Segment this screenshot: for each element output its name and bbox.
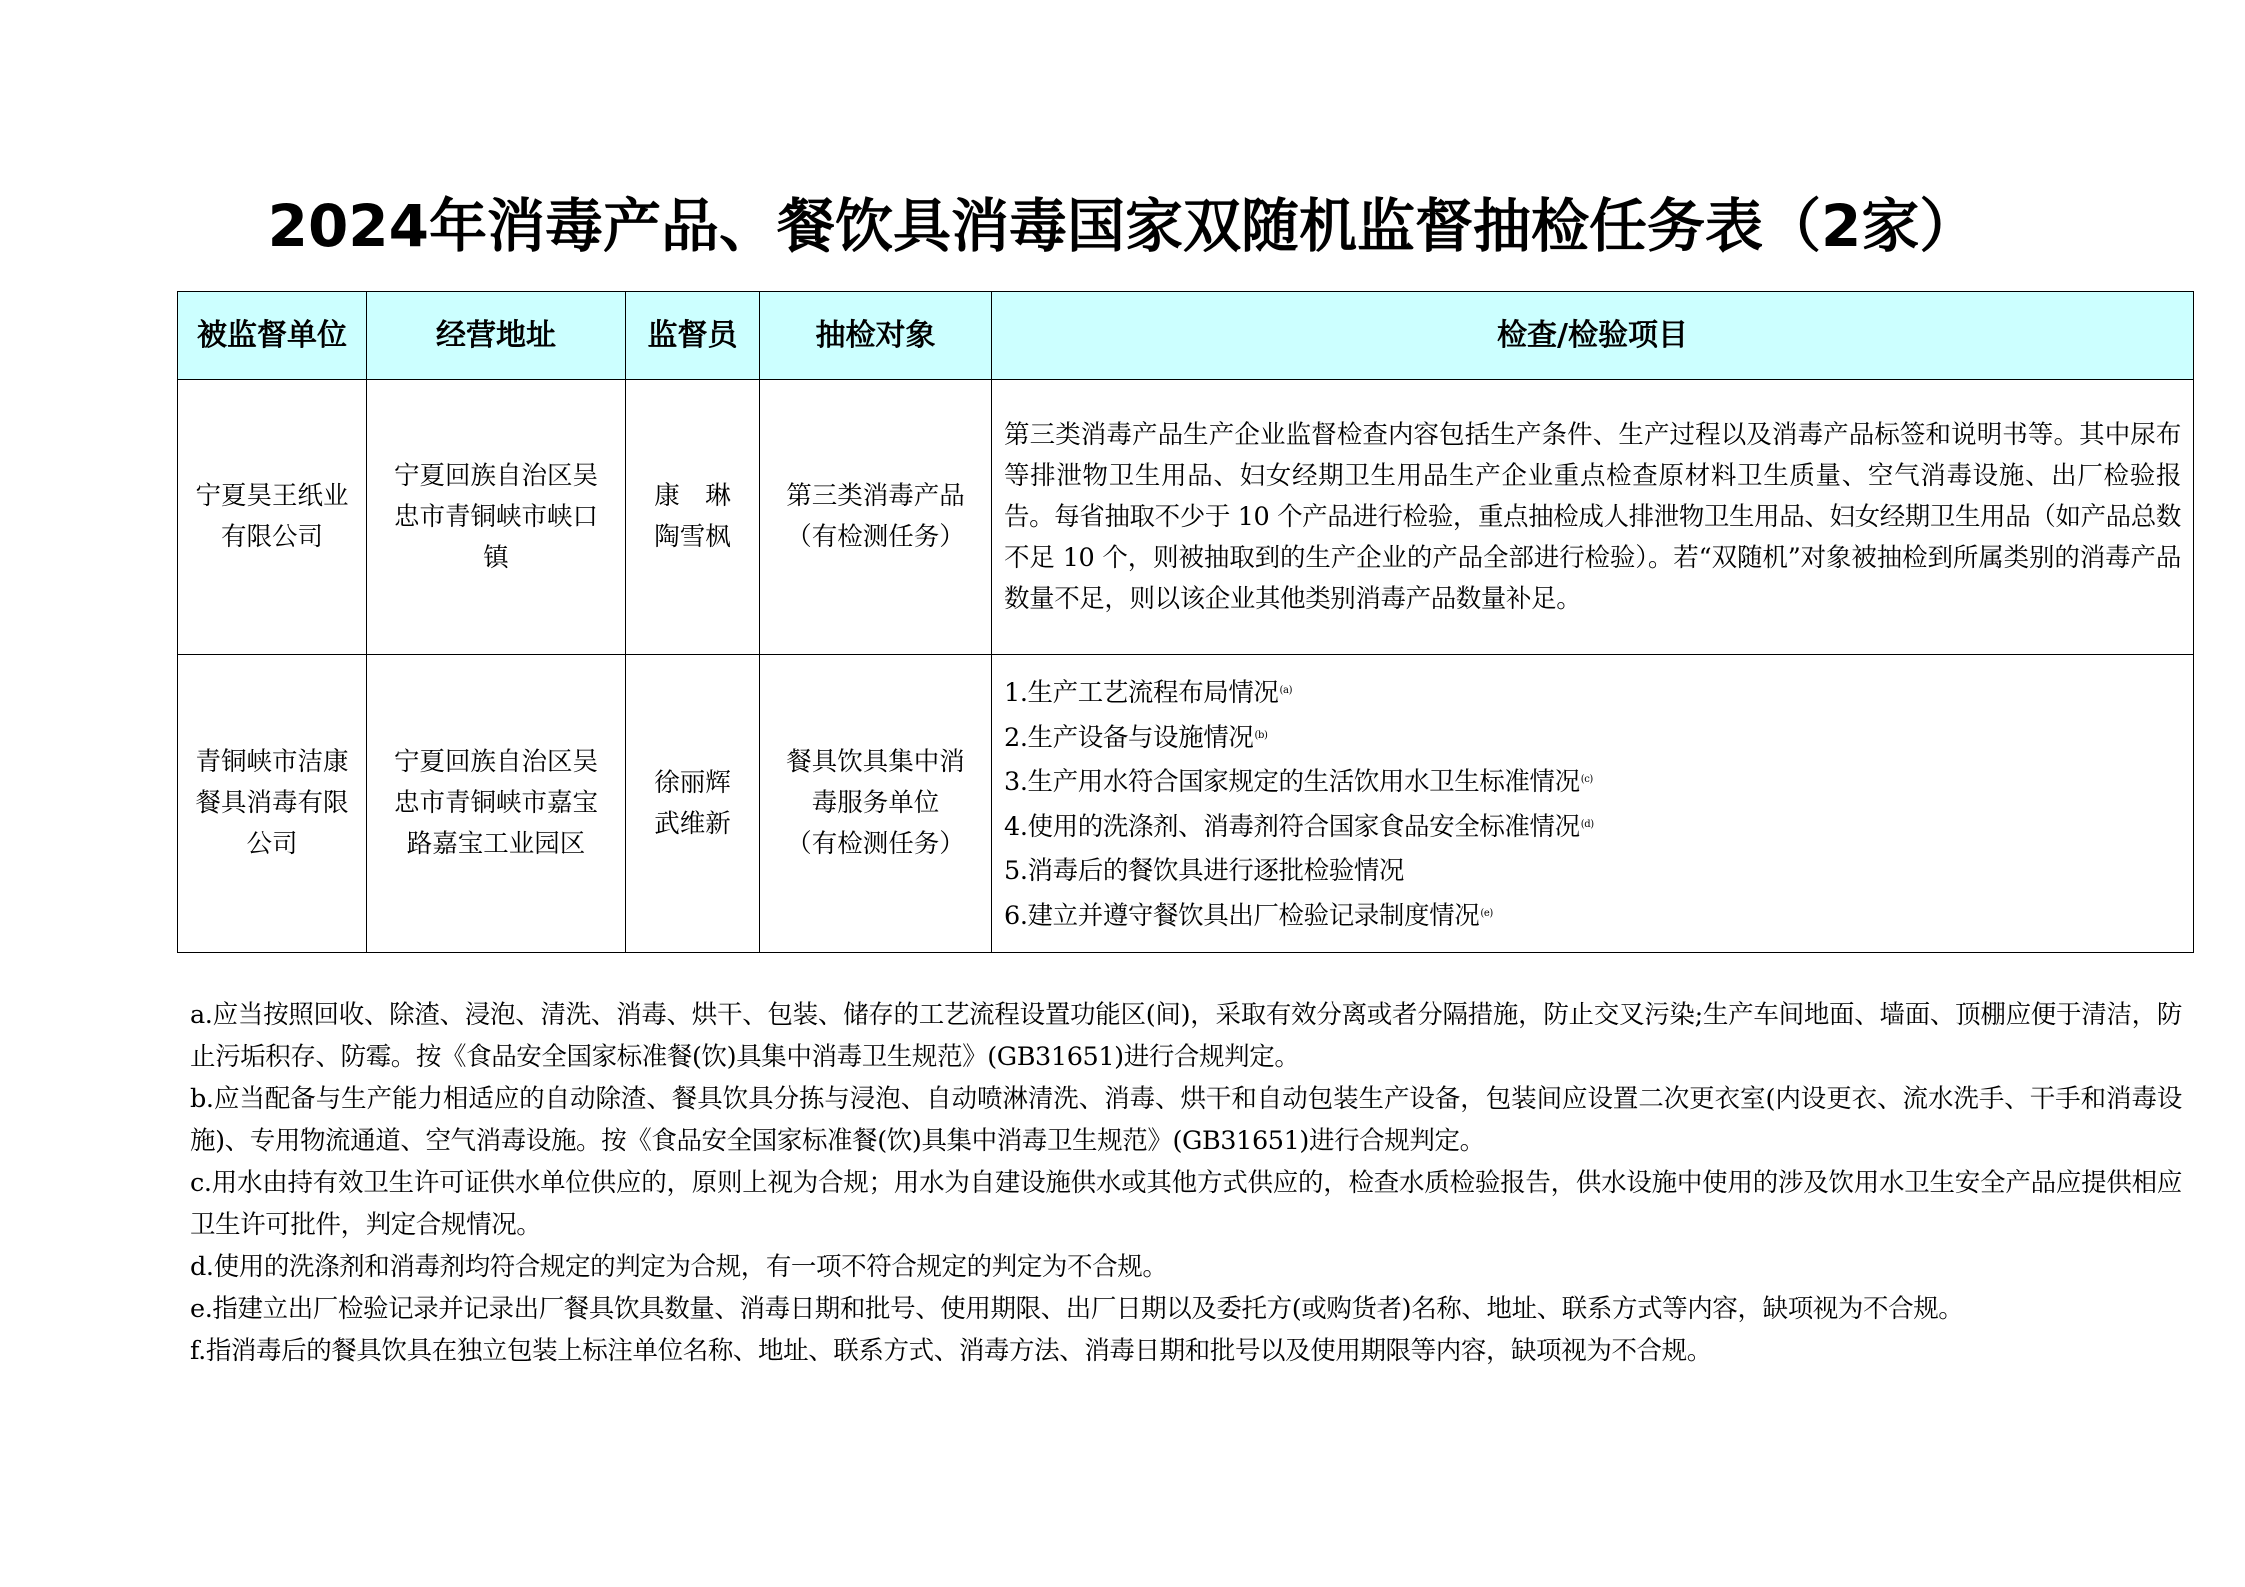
inspection-items-cell: 第三类消毒产品生产企业监督检查内容包括生产条件、生产过程以及消毒产品标签和说明书等。其中尿布等排泄物卫生用品、妇女经期卫生用品生产企业重点检查原材料卫生质量、空气消毒设施、出厂检验报告。每省抽取不少于 10 个产品进行检验，重点抽检成人排泄物卫生用品、妇女经期卫生用品（如产品总数不足 10 个，则被抽取到的生产企业的产品全部进行检验）。若“双随机”对象被抽检到所属类别的消毒产品数量不足，则以该企业其他类别消毒产品数量补足。 (992, 380, 2194, 655)
address-line: 路嘉宝工业园区 (406, 829, 586, 859)
supervisor-name: 武维新 (654, 808, 731, 839)
supervisor-cell (626, 655, 760, 953)
header-unit: 被监督单位 (178, 292, 367, 380)
address-cell (367, 655, 626, 953)
footnote-mark: (b) (1254, 729, 1268, 741)
table-header-row (178, 292, 2194, 380)
supervisor-cell (626, 380, 760, 655)
target-line: （有检测任务） (786, 522, 965, 552)
footnote-mark: (e) (1480, 907, 1493, 919)
footnote-e: e.指建立出厂检验记录并记录出厂餐具饮具数量、消毒日期和批号、使用期限、出厂日期以及委托方(或购货者)名称、地址、联系方式等内容，缺项视为不合规。 (190, 1294, 1964, 1324)
inspection-item (1004, 848, 2181, 893)
supervisor-name: 陶雪枫 (654, 522, 731, 552)
header-target: 抽检对象 (760, 292, 992, 380)
inspection-item (1004, 759, 2181, 804)
footnote-f: f.指消毒后的餐具饮具在独立包装上标注单位名称、地址、联系方式、消毒方法、消毒日期和批号以及使用期限等内容，缺项视为不合规。 (190, 1336, 1712, 1366)
footnote-mark: (d) (1580, 818, 1594, 830)
header-items: 检查/检验项目 (992, 292, 2194, 380)
address-line: 镇 (483, 542, 509, 573)
target-line: 餐具饮具集中消 (786, 747, 965, 777)
inspection-item-text: 1.生产工艺流程布局情况 (1004, 678, 1279, 708)
address-line: 宁夏回族自治区吴 (393, 460, 598, 491)
unit-line: 青铜峡市洁康 (195, 747, 349, 777)
unit-line: 宁夏昊王纸业 (195, 481, 349, 511)
target-line: 第三类消毒产品 (786, 481, 965, 511)
table-row (178, 655, 2194, 953)
header-supervisor: 监督员 (626, 292, 760, 380)
footnote-d: d.使用的洗涤剂和消毒剂均符合规定的判定为合规，有一项不符合规定的判定为不合规。 (190, 1252, 1168, 1282)
address-line: 忠市青铜峡市嘉宝 (393, 788, 598, 818)
footnote-c: c.用水由持有效卫生许可证供水单位供应的，原则上视为合规；用水为自建设施供水或其他方式供应的，检查水质检验报告，供水设施中使用的涉及饮用水卫生安全产品应提供相应卫生许可批件，判定合规情况。 (190, 1168, 2182, 1240)
footnote-b: b.应当配备与生产能力相适应的自动除渣、餐具饮具分拣与浸泡、自动喷淋清洗、消毒、烘干和自动包装生产设备，包装间应设置二次更衣室(内设更衣、流水洗手、干手和消毒设施)、专用物流通道、空气消毒设施。按《食品安全国家标准餐(饮)具集中消毒卫生规范》(GB31651)进行合规判定。 (190, 1084, 2182, 1156)
target-line: （有检测任务） (786, 829, 965, 859)
inspection-item-text: 2.生产设备与设施情况 (1004, 722, 1254, 753)
unit-line: 有限公司 (220, 522, 323, 552)
address-line: 忠市青铜峡市峡口 (393, 501, 598, 532)
footnotes (190, 994, 2182, 1372)
inspection-item (1004, 670, 2181, 715)
inspection-item-text: 6.建立并遵守餐饮具出厂检验记录制度情况 (1004, 900, 1480, 931)
unit-cell (178, 655, 367, 953)
footnote-mark: (c) (1580, 774, 1593, 785)
unit-line: 餐具消毒有限 (195, 788, 349, 818)
footnote-a: a.应当按照回收、除渣、浸泡、清洗、消毒、烘干、包装、储存的工艺流程设置功能区(间)，采取有效分离或者分隔措施，防止交叉污染;生产车间地面、墙面、顶棚应便于清洁，防止污垢积存、防霉。按《食品安全国家标准餐(饮)具集中消毒卫生规范》(GB31651)进行合规判定。 (190, 1000, 2182, 1072)
inspection-item (1004, 715, 2181, 760)
address-cell (367, 380, 626, 655)
inspection-item (1004, 804, 2181, 849)
inspection-items-cell (992, 655, 2194, 953)
inspection-item-text: 5.消毒后的餐饮具进行逐批检验情况 (1004, 856, 1405, 886)
footnote-mark: (a) (1279, 685, 1293, 696)
inspection-item-text: 3.生产用水符合国家规定的生活饮用水卫生标准情况 (1004, 767, 1580, 797)
inspection-item-text: 4.使用的洗涤剂、消毒剂符合国家食品安全标准情况 (1004, 811, 1580, 842)
unit-cell (178, 380, 367, 655)
target-cell (760, 380, 992, 655)
supervisor-name: 康 琳 (654, 481, 731, 511)
supervisor-name: 徐丽辉 (654, 767, 731, 798)
page-title: 2024年消毒产品、餐饮具消毒国家双随机监督抽检任务表（2家） (267, 192, 1978, 260)
target-line: 毒服务单位 (811, 788, 940, 818)
inspection-item (1004, 893, 2181, 938)
table-row (178, 380, 2194, 655)
address-line: 宁夏回族自治区吴 (393, 747, 598, 777)
unit-line: 公司 (246, 829, 298, 859)
target-cell (760, 655, 992, 953)
header-address: 经营地址 (367, 292, 626, 380)
task-table (177, 291, 2194, 953)
